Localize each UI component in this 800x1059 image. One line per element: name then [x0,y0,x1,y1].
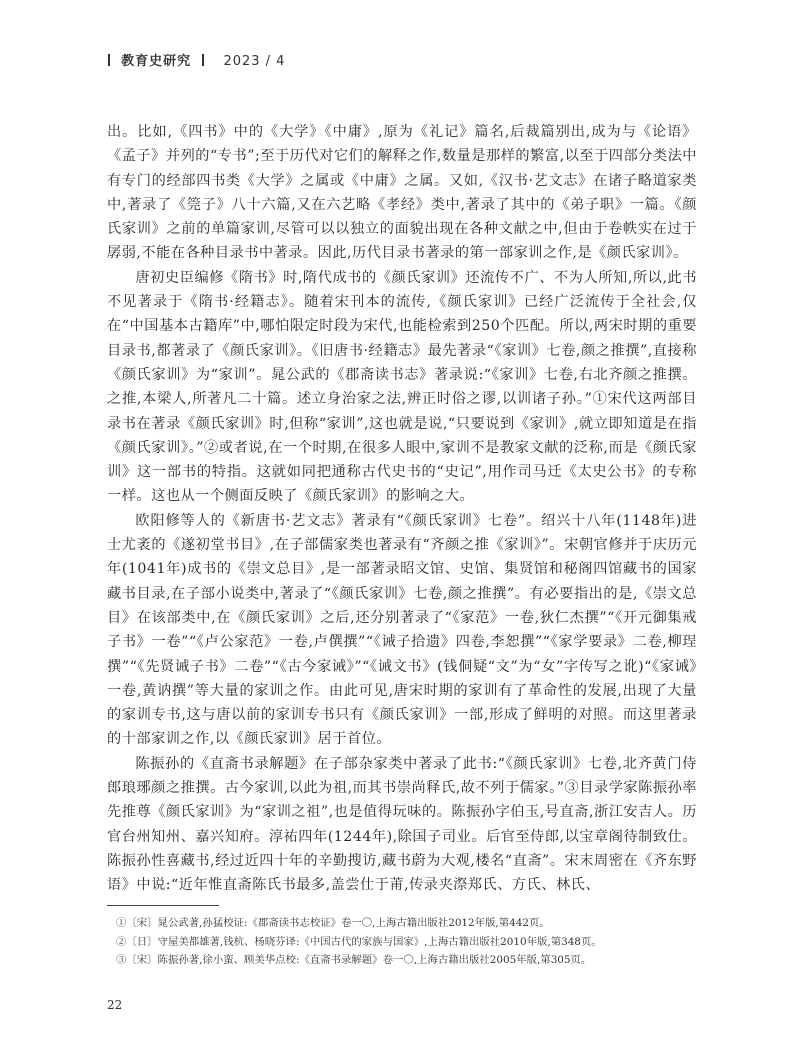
paragraph-1: 出。比如,《四书》中的《大学》《中庸》,原为《礼记》篇名,后裁篇别出,成为与《论语》《孟子》并列的“专书”;至于历代对它们的解释之作,数量是那样的繁富,以至于四部分类法中有专门的经部四书类《大学》之属或《中庸》之属。又如,《汉书·艺文志》在诸子略道家类中,著录了《筦子》八十六篇,又在六艺略《孝经》类中,著录了其中的《弟子职》一篇。《颜氏家训》之前的单篇家训,尽管可以以独立的面貌出现在各种文献之中,但由于卷帙实在过于孱弱,不能在各种目录书中著录。因此,历代目录书著录的第一部家训之作,是《颜氏家训》。 [107,124,697,262]
footnote-3: ③〔宋〕陈振孙著,徐小蛮、顾美华点校:《直斋书录解题》卷一〇,上海古籍出版社2005年版,第305页。 [116,954,592,966]
journal-title: 教育史研究 [121,54,192,69]
header-bar-left [108,54,110,66]
footnote-2: ②〔日〕守屋美都雄著,钱杭、杨晓芬译:《中国古代的家族与国家》,上海古籍出版社2010年版,第348页。 [116,935,602,948]
paragraph-3: 欧阳修等人的《新唐书·艺文志》著录有“《颜氏家训》七卷”。绍兴十八年(1148年)进士尤袤的《遂初堂书目》,在子部儒家类也著录有“齐颜之推《家训》”。宋朝官修并于庆历元年(1041年)成书的《崇文总目》,是一部著录昭文馆、史馆、集贤馆和秘阁四馆藏书的国家藏书目录,在子部小说类中,著录了“《颜氏家训》七卷,颜之推撰”。有必要指出的是,《崇文总目》在该部类中,在《颜氏家训》之后,还分别著录了“《家范》一卷,狄仁杰撰”“《开元御集戒子书》一卷”“《卢公家范》一卷,卢僎撰”“《诫子拾遗》四卷,李恕撰”“《家学要录》二卷,柳珵撰”“《先贤诫子书》二卷”“《古今家诫》”“《诫文书》(钱侗疑“文”为“女”字传写之讹)“《家诫》一卷,黄讷撰”等大量的家训之作。由此可见,唐宋时期的家训有了革命性的发展,出现了大量的家训专书,这与唐以前的家训专书只有《颜氏家训》一部,形成了鲜明的对照。而这里著录的十部家训之作,以《颜氏家训》居于首位。 [107,512,697,748]
paragraph-4: 陈振孙的《直斋书录解题》在子部杂家类中著录了此书:“《颜氏家训》七卷,北齐黄门侍郎琅琊颜之推撰。古今家训,以此为祖,而其书崇尚释氏,故不列于儒家。”③目录学家陈振孙率先推尊《颜氏家训》为“家训之祖”,也是值得玩味的。陈振孙字伯玉,号直斋,浙江安吉人。历官台州知州、嘉兴知府。淳祐四年(1244年),除国子司业。后官至侍郎,以宝章阁待制致仕。陈振孙性喜藏书,经过近四十年的辛勤搜访,藏书蔚为大观,楼名“直斋”。宋末周密在《齐东野语》中说:“近年惟直斋陈氏书最多,盖尝仕于莆,传录夹漈郑氏、方氏、林氏、 [107,755,697,894]
issue-number: 2023 / 4 [223,54,286,69]
header-bar-right [202,54,204,66]
footnote-divider [107,905,219,906]
article-body [107,120,697,898]
running-header [108,50,285,69]
paragraph-2: 唐初史臣编修《隋书》时,隋代成书的《颜氏家训》还流传不广、不为人所知,所以,此书不见著录于《隋书·经籍志》。随着宋刊本的流传,《颜氏家训》已经广泛流传于全社会,仅在“中国基本古籍库”中,哪怕限定时段为宋代,也能检索到250个匹配。所以,两宋时期的重要目录书,都著录了《颜氏家训》。《旧唐书·经籍志》最先著录“《家训》七卷,颜之推撰”,直接称《颜氏家训》为“家训”。晁公武的《郡斋读书志》著录说:“《家训》七卷,右北齐颜之推撰。之推,本梁人,所著凡二十篇。述立身治家之法,辨正时俗之谬,以训诸子孙。”①宋代这两部目录书在著录《颜氏家训》时,但称“家训”,这也就是说,“只要说到《家训》,就立即知道是在指《颜氏家训》。”②或者说,在一个时期,在很多人眼中,家训不是教家文献的泛称,而是《颜氏家训》这一部书的特指。这就如同把通称古代史书的“史记”,用作司马迁《太史公书》的专称一样。这也从一个侧面反映了《颜氏家训》的影响之大。 [107,269,697,505]
page-number: 22 [107,998,123,1012]
footnote-1: ①〔宋〕晁公武著,孙猛校证:《郡斋读书志校证》卷一〇,上海古籍出版社2012年版,第442页。 [116,917,550,929]
footnotes [116,914,706,970]
